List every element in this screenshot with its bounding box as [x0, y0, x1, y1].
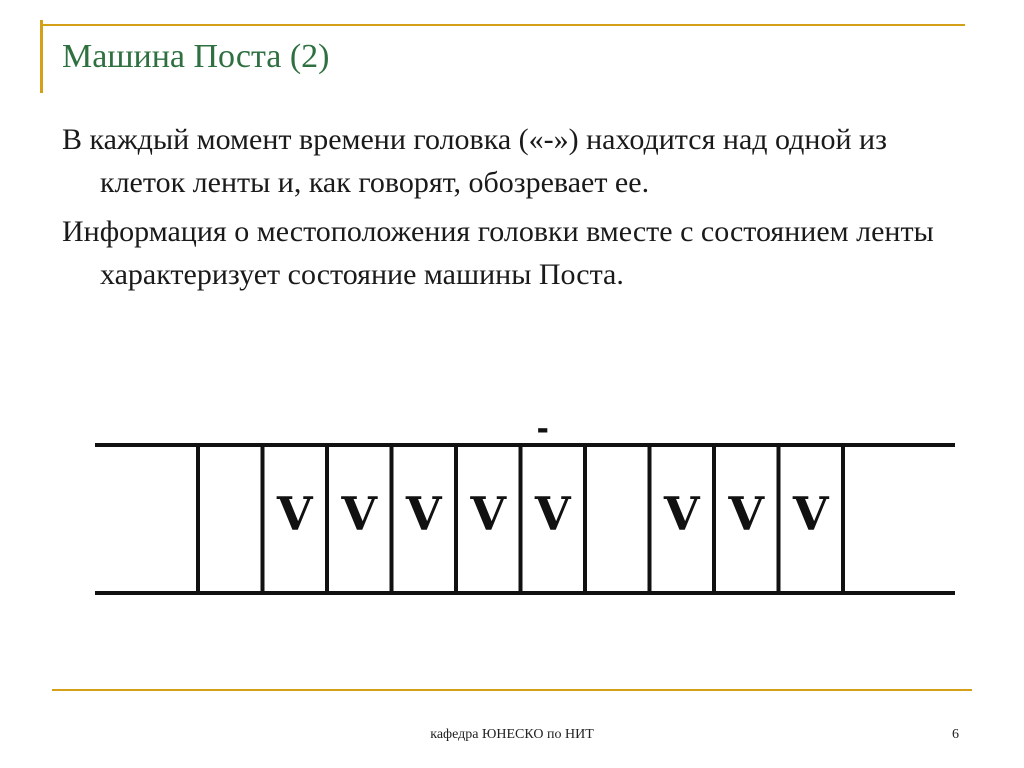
page-number: 6: [952, 727, 959, 742]
tape-cell-mark: V: [405, 487, 442, 541]
tape-head-marker: -: [536, 425, 549, 447]
tape-cell-mark: V: [341, 487, 378, 541]
tape-cell-mark: V: [534, 487, 571, 541]
tape-cell-mark: V: [728, 487, 765, 541]
tape-cell-mark: V: [663, 487, 700, 541]
slide-body: [62, 118, 972, 302]
footer-caption: кафедра ЮНЕСКО по НИТ: [430, 727, 594, 742]
paragraph-1: В каждый момент времени головка («-») находится над одной из клеток ленты и, как говорят, обозревает ее.: [62, 123, 887, 199]
slide-title: Машина Поста (2): [62, 38, 330, 75]
title-accent-horizontal: [40, 24, 965, 26]
tape-diagram: [95, 425, 955, 605]
paragraph-2: Информация о местоположения головки вместе с состоянием ленты характеризует состояние машины Поста.: [62, 215, 934, 291]
footer-divider: [52, 689, 972, 691]
title-accent-vertical: [40, 20, 43, 93]
tape-cell-mark: V: [792, 487, 829, 541]
tape-cell-mark: V: [470, 487, 507, 541]
tape-cell-mark: V: [276, 487, 313, 541]
post-machine-tape: [95, 425, 955, 605]
